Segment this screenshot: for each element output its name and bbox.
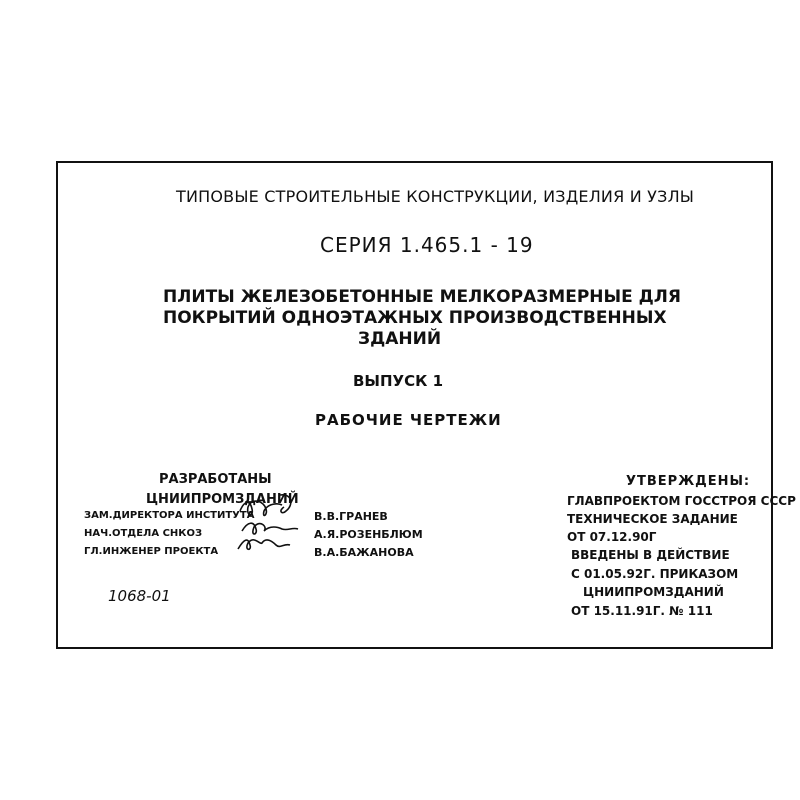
- approved-line-5: С 01.05.92Г. ПРИКАЗОМ: [571, 567, 739, 581]
- issue-label: ВЫПУСК 1: [353, 372, 444, 390]
- approved-line-2: ТЕХНИЧЕСКОЕ ЗАДАНИЕ: [567, 512, 738, 526]
- standard-heading: ТИПОВЫЕ СТРОИТЕЛЬНЫЕ КОНСТРУКЦИИ, ИЗДЕЛИЯ И УЗЛЫ: [176, 187, 695, 206]
- developed-label: РАЗРАБОТАНЫ: [159, 472, 272, 487]
- developer-organization: ЦНИИПРОМЗДАНИЙ: [146, 492, 299, 507]
- person-department-head: А.Я.РОЗЕНБЛЮМ: [314, 528, 423, 541]
- title-line-3: ЗДАНИЙ: [358, 329, 442, 349]
- approved-label: УТВЕРЖДЕНЫ:: [626, 474, 751, 489]
- title-line-1: ПЛИТЫ ЖЕЛЕЗОБЕТОННЫЕ МЕЛКОРАЗМЕРНЫЕ ДЛЯ: [163, 287, 682, 307]
- approved-line-3: ОТ 07.12.90Г: [567, 530, 657, 544]
- role-deputy-director: ЗАМ.ДИРЕКТОРА ИНСТИТУТА: [84, 510, 255, 521]
- person-chief-engineer: В.А.БАЖАНОВА: [314, 546, 414, 559]
- person-deputy-director: В.В.ГРАНЕВ: [314, 510, 388, 523]
- approved-line-1: ГЛАВПРОЕКТОМ ГОССТРОЯ СССР: [567, 494, 796, 508]
- approved-line-4: ВВЕДЕНЫ В ДЕЙСТВИЕ: [571, 548, 730, 562]
- handwritten-signatures: [234, 491, 316, 561]
- title-sheet-frame: [56, 161, 796, 649]
- approved-line-7: ОТ 15.11.91Г. № 111: [571, 604, 713, 618]
- title-line-2: ПОКРЫТИЙ ОДНОЭТАЖНЫХ ПРОИЗВОДСТВЕННЫХ: [163, 308, 667, 328]
- working-drawings-label: РАБОЧИЕ ЧЕРТЕЖИ: [315, 411, 502, 429]
- series-number: СЕРИЯ 1.465.1 - 19: [320, 233, 534, 257]
- role-department-head: НАЧ.ОТДЕЛА СНКОЗ: [84, 528, 203, 539]
- approved-line-6: ЦНИИПРОМЗДАНИЙ: [583, 585, 724, 599]
- role-chief-engineer: ГЛ.ИНЖЕНЕР ПРОЕКТА: [84, 546, 219, 557]
- document-number: 1068-01: [108, 587, 171, 605]
